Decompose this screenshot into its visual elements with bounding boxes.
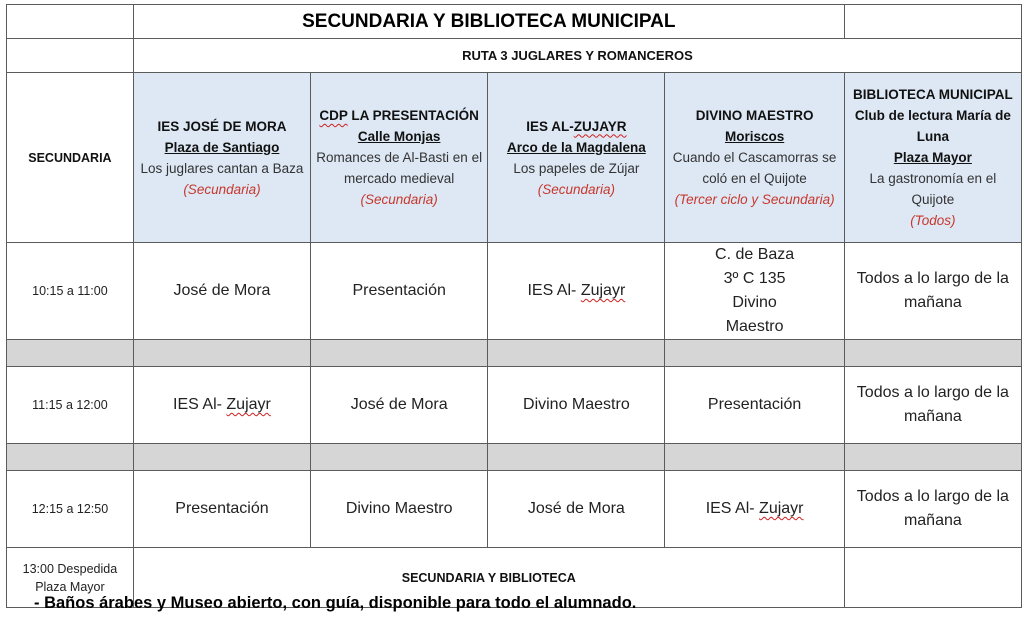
route-subtitle: RUTA 3 JUGLARES Y ROMANCEROS [133,39,1021,73]
slot-cell-text: IES Al- Zujayr [527,282,626,299]
slot-cell: Presentación [133,471,310,548]
schedule-table [6,4,1022,608]
column-description: La gastronomía en el Quijote [869,171,997,207]
column-name: LA PRESENTACIÓN [347,108,479,123]
row-label-secundaria: SECUNDARIA [7,73,134,243]
separator-row [7,444,1022,471]
column-place: Plaza de Santiago [164,139,280,155]
slot-cell: Todos a lo largo de la mañana [844,367,1021,444]
column-header [133,73,310,243]
spellcheck-word: Zujayr [226,396,271,413]
column-audience: (Secundaria) [360,192,438,207]
farewell-text: SECUNDARIA Y BIBLIOTECA [133,548,844,608]
separator-row [7,340,1022,367]
column-name: DIVINO MAESTRO [695,108,814,123]
time-slot: 11:15 a 12:00 [7,367,134,444]
slot-cell: José de Mora [488,471,665,548]
column-description: Romances de Al-Basti en el mercado medieval [316,150,483,186]
spellcheck-word: Zujayr [759,500,804,517]
slot-cell: Divino Maestro [488,367,665,444]
column-name: IES AL- [526,118,574,134]
time-slot-row [7,367,1022,444]
column-audience: (Todos) [910,213,956,228]
slot-cell: Todos a lo largo de la mañana [844,243,1021,340]
schedule-document [6,4,1022,608]
time-slot: 12:15 a 12:50 [7,471,134,548]
slot-cell: C. de Baza 3º C 135 Divino Maestro [665,243,844,340]
column-description: Los juglares cantan a Baza [140,160,304,176]
header-row [7,73,1022,243]
slot-cell: IES Al- Zujayr [133,367,310,444]
column-club: Club de lectura María de Luna [854,108,1011,144]
column-place: Arco de la Magdalena [506,139,646,155]
time-slot-row [7,243,1022,340]
slot-cell: IES Al- Zujayr [665,471,844,548]
time-slot: 10:15 a 11:00 [7,243,134,340]
column-audience: (Secundaria) [183,181,261,197]
slot-cell: Presentación [311,243,488,340]
column-place: Plaza Mayor [893,150,972,165]
slot-cell: José de Mora [133,243,310,340]
column-audience: (Tercer ciclo y Secundaria) [674,192,835,207]
column-header [488,73,665,243]
column-audience: (Secundaria) [537,181,616,197]
farewell-label: 13:00 Despedida Plaza Mayor [7,548,134,608]
spellcheck-word: Zujayr [580,282,626,299]
footer-note: - Baños árabes y Museo abierto, con guía, disponible para todo el alumnado. [34,594,637,612]
title-row [7,5,1022,39]
slot-cell: Todos a lo largo de la mañana [844,471,1021,548]
column-name: IES JOSÉ DE MORA [157,118,287,134]
slot-cell: José de Mora [311,367,488,444]
subtitle-row [7,39,1022,73]
column-header [665,73,844,243]
column-name-suffix: ZUJAYR [573,118,627,134]
column-header [844,73,1021,243]
slot-cell: Divino Maestro [311,471,488,548]
column-header [311,73,488,243]
page-title: SECUNDARIA Y BIBLIOTECA MUNICIPAL [133,5,844,39]
slot-cell [488,243,665,340]
column-description: Los papeles de Zújar [513,160,640,176]
time-slot-row [7,471,1022,548]
column-name: BIBLIOTECA MUNICIPAL [852,87,1013,102]
slot-cell: Presentación [665,367,844,444]
column-description: Cuando el Cascamorras se coló en el Quijote [672,150,837,186]
column-place: Calle Monjas [357,129,441,144]
column-name-acronym: CDP [319,108,348,123]
column-place: Moriscos [724,129,785,144]
